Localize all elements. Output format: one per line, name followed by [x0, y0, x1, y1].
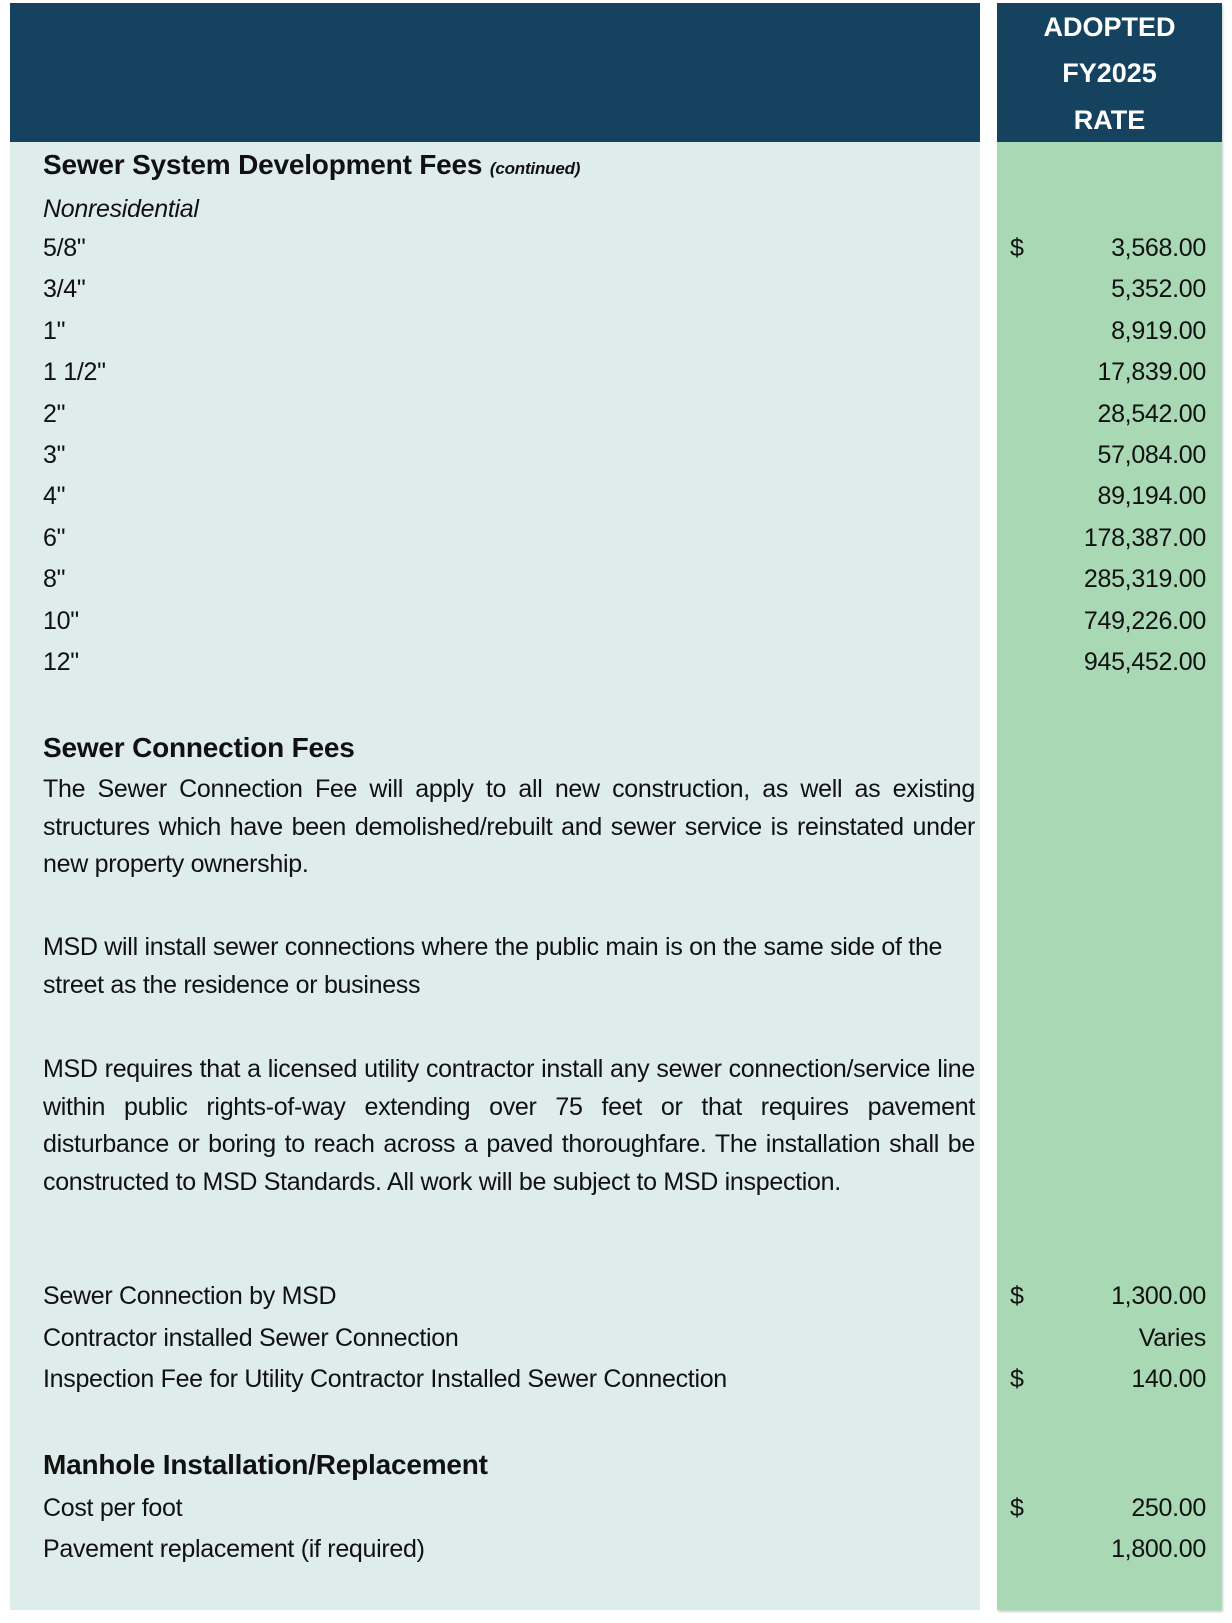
fee-label: Pavement replacement (if required): [43, 1535, 425, 1563]
section-title: Sewer Connection Fees: [43, 732, 355, 763]
fee-label: 5/8": [43, 234, 86, 262]
fee-label: 2": [43, 399, 66, 428]
section-title-text: Sewer System Development Fees: [43, 149, 483, 180]
fee-label: 3/4": [43, 275, 86, 304]
fee-value: 5,352.00: [1111, 275, 1206, 304]
fee-label: 10": [43, 606, 79, 635]
fee-value: 57,084.00: [1097, 441, 1206, 469]
currency-symbol: $: [1010, 1365, 1024, 1393]
rate-column-header: [997, 3, 1222, 142]
header-line: RATE: [1073, 105, 1146, 135]
subsection-title: Nonresidential: [43, 195, 199, 223]
fee-label: Sewer Connection by MSD: [43, 1282, 337, 1310]
currency-symbol: $: [1010, 1282, 1024, 1310]
fee-value: 28,542.00: [1097, 399, 1206, 428]
fee-value: 1,800.00: [1111, 1535, 1206, 1563]
section-title: Manhole Installation/Replacement: [43, 1449, 488, 1480]
fee-value: 3,568.00: [1111, 234, 1206, 262]
fee-value: 8,919.00: [1111, 316, 1206, 345]
fee-value: 1,300.00: [1111, 1282, 1206, 1310]
currency-symbol: $: [1010, 234, 1024, 262]
fee-value: 749,226.00: [1083, 606, 1206, 635]
fee-label: Inspection Fee for Utility Contractor Installed Sewer Connection: [43, 1365, 727, 1393]
paragraph: MSD requires that a licensed utility contractor install any sewer connection/service line within public rights-of-way extending over 75 feet or that requires pavement disturbance or boring to reach across a paved thoroughfare. The installation shall be constructed to MSD Standards. All work will be subject to MSD inspection.: [43, 1055, 975, 1196]
fee-value: 945,452.00: [1083, 648, 1206, 676]
fee-value: 250.00: [1131, 1494, 1206, 1522]
header-bar: [10, 3, 980, 142]
fee-label: 1 1/2": [43, 358, 106, 387]
currency-symbol: $: [1010, 1494, 1024, 1522]
fee-value: 89,194.00: [1097, 482, 1206, 511]
paragraph: MSD will install sewer connections where the public main is on the same side of the street as the residence or business: [43, 933, 943, 999]
header-line: FY2025: [1062, 58, 1157, 88]
fee-label: 1": [43, 316, 66, 345]
header-line: ADOPTED: [1043, 12, 1176, 42]
paragraph: The Sewer Connection Fee will apply to all new construction, as well as existing structures which have been demolished/rebuilt and sewer service is reinstated under new property ownership.: [43, 775, 975, 878]
fee-label: Contractor installed Sewer Connection: [43, 1323, 459, 1352]
fee-value: 140.00: [1131, 1365, 1206, 1393]
continued-note: (continued): [489, 159, 581, 178]
fee-value: Varies: [1138, 1323, 1206, 1352]
fee-value: 17,839.00: [1097, 358, 1206, 387]
fee-label: Cost per foot: [43, 1494, 183, 1522]
fee-label: 12": [43, 648, 79, 676]
section-title: [43, 150, 580, 184]
fee-label: 8": [43, 565, 66, 594]
fee-label: 4": [43, 482, 66, 511]
fee-value: 285,319.00: [1083, 565, 1206, 594]
fee-label: 6": [43, 523, 66, 552]
fee-value: 178,387.00: [1083, 523, 1206, 552]
fee-label: 3": [43, 441, 66, 469]
